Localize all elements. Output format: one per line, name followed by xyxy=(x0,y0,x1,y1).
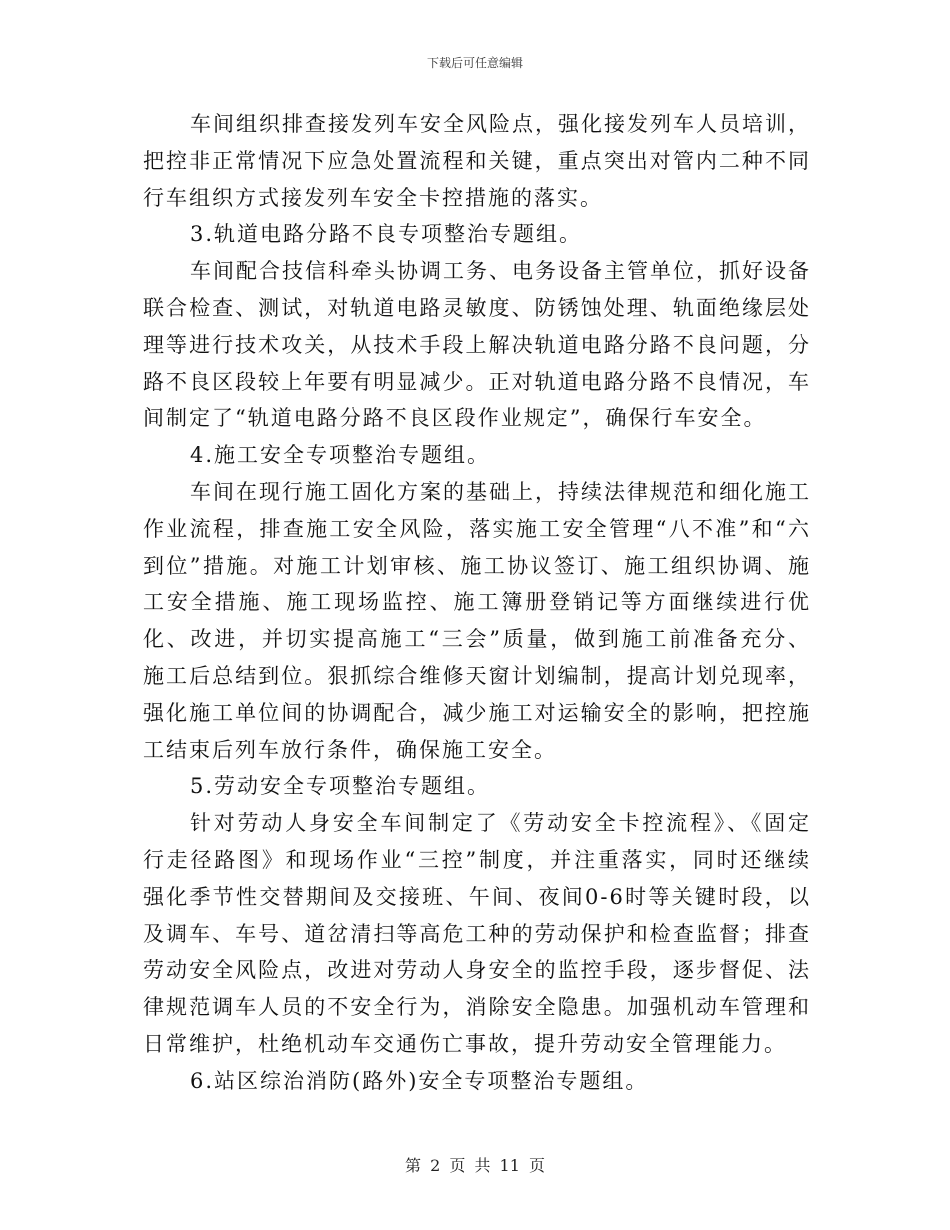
paragraph-labor-safety: 针对劳动人身安全车间制定了《劳动安全卡控流程》、《固定行走径路图》和现场作业“三控”制度，并注重落实，同时还继续强化季节性交替期间及交接班、午间、夜间0-6时等关键时段，以及调车、车号、道岔清扫等高危工种的劳动保护和检查监督；排查劳动安全风险点，改进对劳动人身安全的监控手段，逐步督促、法律规范调车人员的不安全行为，消除安全隐患。加强机动车管理和日常维护，杜绝机动车交通伤亡事故，提升劳动安全管理能力。 xyxy=(143,811,811,1056)
page-header: 下载后可任意编辑 xyxy=(426,56,523,70)
paragraph-interlocking-training: 车间组织排查接发列车安全风险点，强化接发列车人员培训，把控非正常情况下应急处置流程和关键，重点突出对管内二种不同行车组织方式接发列车安全卡控措施的落实。 xyxy=(143,112,811,210)
heading-track-circuit-group: 3.轨道电路分路不良专项整治专题组。 xyxy=(190,222,583,247)
page-number: 第 2 页 共 11 页 xyxy=(405,1156,545,1175)
document-body xyxy=(143,106,811,1100)
heading-labor-safety-group: 5.劳动安全专项整治专题组。 xyxy=(190,774,491,799)
heading-fire-safety-group: 6.站区综治消防(路外)安全专项整治专题组。 xyxy=(190,1068,649,1093)
paragraph-construction-safety: 车间在现行施工固化方案的基础上，持续法律规范和细化施工作业流程，排查施工安全风险，落实施工安全管理“八不准”和“六到位”措施。对施工计划审核、施工协议签订、施工组织协调、施工安全措施、施工现场监控、施工簿册登销记等方面继续进行优化、改进，并切实提高施工“三会”质量，做到施工前准备充分、施工后总结到位。狠抓综合维修天窗计划编制，提高计划兑现率，强化施工单位间的协调配合，减少施工对运输安全的影响，把控施工结束后列车放行条件，确保施工安全。 xyxy=(143,479,811,762)
paragraph-track-circuit: 车间配合技信科牵头协调工务、电务设备主管单位，抓好设备联合检查、测试，对轨道电路灵敏度、防锈蚀处理、轨面绝缘层处理等进行技术攻关，从技术手段上解决轨道电路分路不良问题，分路不良区段较上年要有明显减少。正对轨道电路分路不良情况，车间制定了“轨道电路分路不良区段作业规定”，确保行车安全。 xyxy=(143,259,811,431)
heading-construction-safety-group: 4.施工安全专项整治专题组。 xyxy=(190,443,491,468)
